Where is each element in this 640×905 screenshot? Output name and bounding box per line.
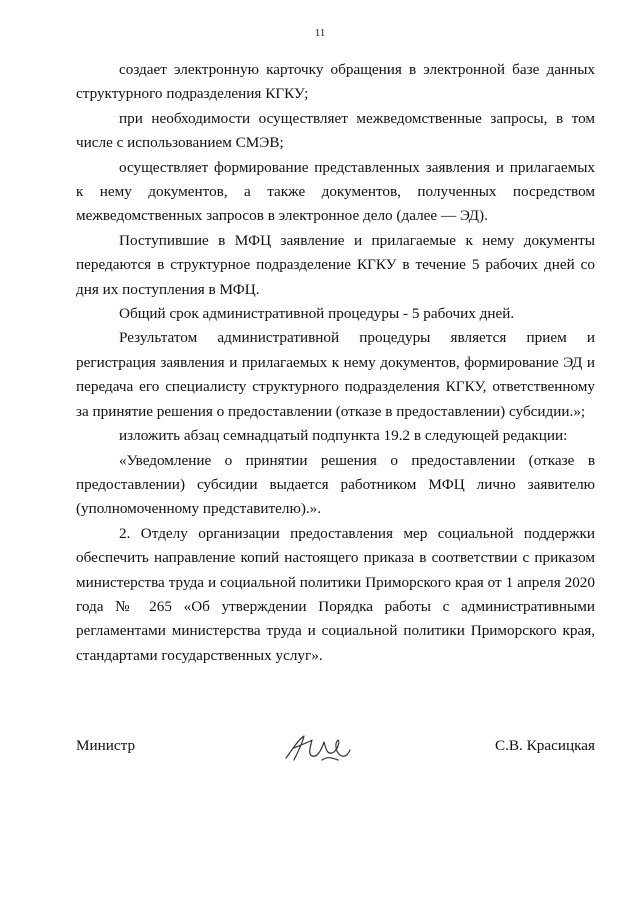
signatory-name: С.В. Красицкая [495, 737, 595, 754]
paragraph-7: изложить абзац семнадцатый подпункта 19.2 в следующей редакции: [119, 427, 568, 445]
paragraph-6: Результатом административной процедуры является прием и регистрация заявления и прилагаемых к нему документов, формирование ЭД и передача его специалисту структурного подразделения КГКУ, ответственному за принятие решения о предоставлении (отказе в предоставлении) субсидии.»; [76, 329, 595, 420]
signature-block [76, 730, 595, 770]
paragraph-1: создает электронную карточку обращения в электронной базе данных структурного подразделения КГКУ; [76, 61, 595, 103]
handwritten-signature [282, 730, 352, 766]
paragraph-8: «Уведомление о принятии решения о предоставлении (отказе в предоставлении) субсидии выдается работником МФЦ лично заявителю (уполномоченному представителю).». [76, 451, 595, 518]
document-body [76, 58, 595, 668]
paragraph-2: при необходимости осуществляет межведомственные запросы, в том числе с использованием СМЭВ; [76, 109, 595, 152]
page-number: 11 [314, 27, 326, 39]
paragraph-3: осуществляет формирование представленных заявления и прилагаемых к нему документов, а также документов, полученных посредством межведомственных запросов в электронное дело (далее — ЭД). [76, 158, 595, 225]
paragraph-5: Общий срок административной процедуры - 5 рабочих дней. [119, 305, 515, 323]
paragraph-9: 2. Отделу организации предоставления мер социальной поддержки обеспечить направление копий настоящего приказа в соответствии с приказом министерства труда и социальной политики Приморского края от 1 апреля 2020 года № 265 «Об утверждении Порядка работы с административными регламентами министерства труда и социальной политики Приморского края, стандартами государственных услуг». [76, 524, 595, 664]
signatory-title: Министр [76, 737, 136, 754]
paragraph-4: Поступившие в МФЦ заявление и прилагаемые к нему документы передаются в структурное подразделение КГКУ в течение 5 рабочих дней со дня их поступления в МФЦ. [76, 231, 595, 298]
